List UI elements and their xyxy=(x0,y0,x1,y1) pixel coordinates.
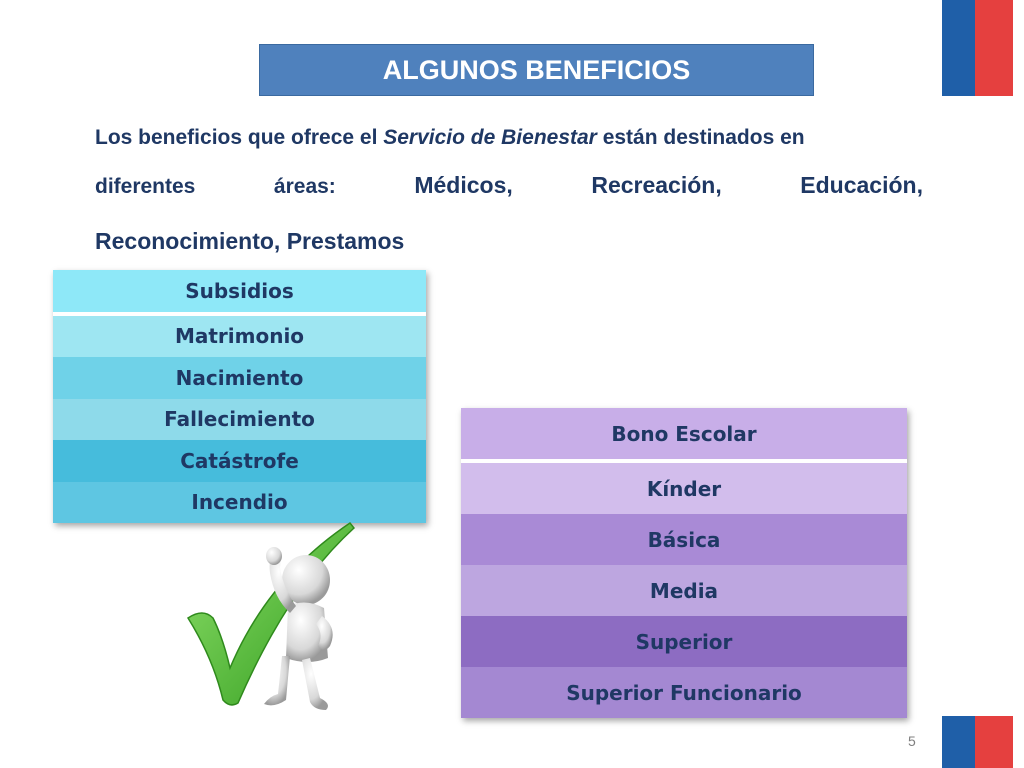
area-recreacion: Recreación, xyxy=(591,172,722,198)
intro-service-name: Servicio de Bienestar xyxy=(383,126,597,149)
person-with-checkmark-illustration xyxy=(178,518,378,718)
table-row: Básica xyxy=(461,514,907,565)
intro-text: Los beneficios que ofrece el xyxy=(95,126,384,149)
table-row: Superior Funcionario xyxy=(461,667,907,718)
flag-red-stripe xyxy=(975,0,1013,96)
intro-word: áreas: xyxy=(273,175,336,198)
flag-red-stripe xyxy=(975,716,1013,768)
table-row: Matrimonio xyxy=(53,316,426,358)
table-row: Media xyxy=(461,565,907,616)
intro-line-2 xyxy=(95,172,923,199)
flag-bottom xyxy=(942,716,1013,768)
educacion-table xyxy=(461,408,907,718)
flag-blue-stripe xyxy=(942,0,975,96)
table-row: Fallecimiento xyxy=(53,399,426,441)
page-number: 5 xyxy=(908,733,916,749)
flag-blue-stripe xyxy=(942,716,975,768)
area-educacion: Educación, xyxy=(800,172,923,198)
area-medicos: Médicos, xyxy=(414,172,513,198)
table-row: Bono Escolar xyxy=(461,408,907,459)
flag-top xyxy=(942,0,1013,96)
table-row: Subsidios xyxy=(53,270,426,312)
table-row: Superior xyxy=(461,616,907,667)
subsidios-table xyxy=(53,270,426,523)
intro-line-1 xyxy=(95,126,923,150)
table-row: Kínder xyxy=(461,463,907,514)
intro-text: están destinados en xyxy=(596,126,805,149)
table-row: Catástrofe xyxy=(53,440,426,482)
slide-title: ALGUNOS BENEFICIOS xyxy=(382,54,691,85)
table-row: Nacimiento xyxy=(53,357,426,399)
table-row: Incendio xyxy=(53,482,426,524)
intro-line-3: Reconocimiento, Prestamos xyxy=(95,228,405,254)
title-banner xyxy=(259,44,814,96)
intro-word: diferentes xyxy=(95,175,196,198)
